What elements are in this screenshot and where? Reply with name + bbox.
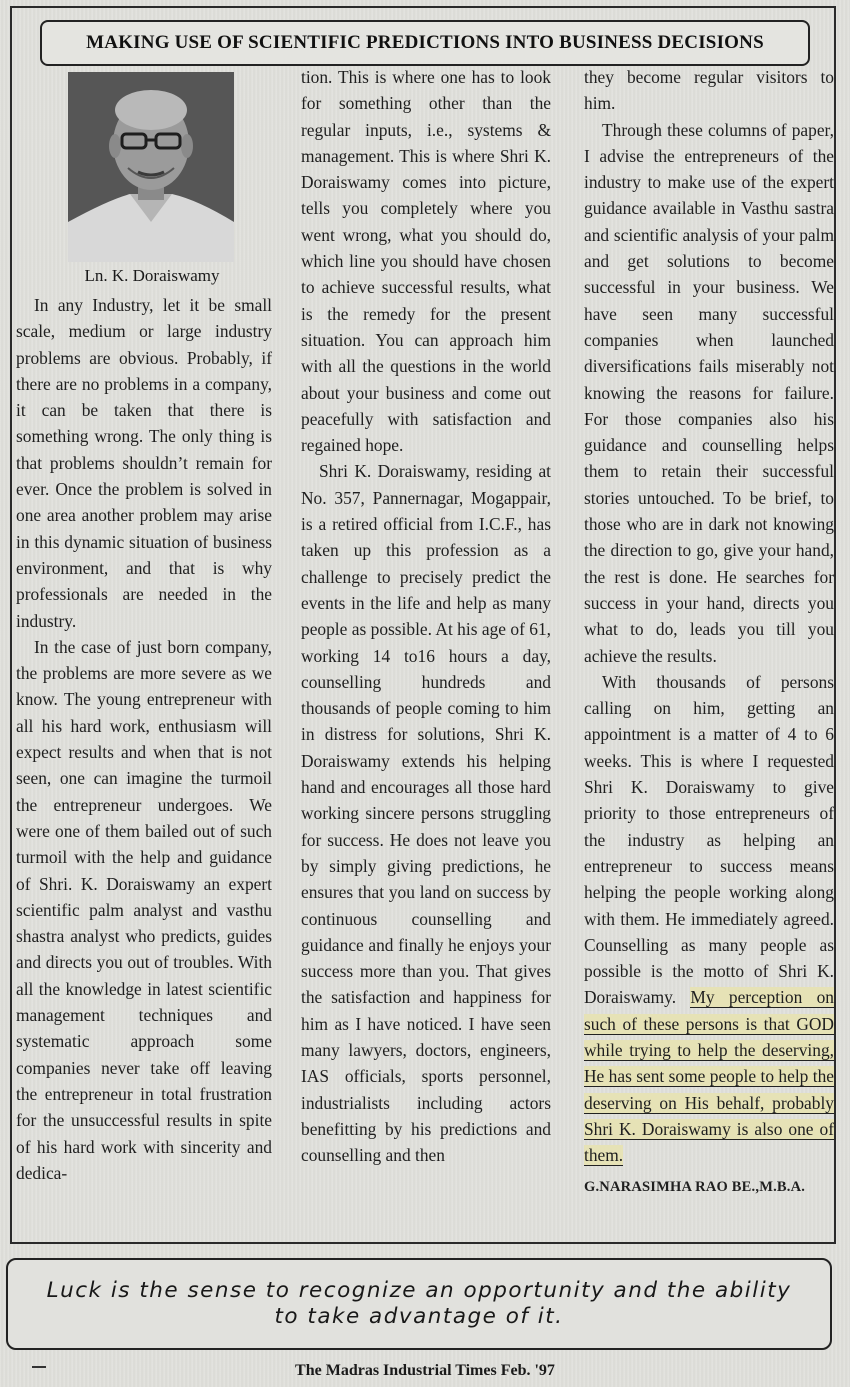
column-1 — [16, 292, 272, 1186]
article-headline: MAKING USE OF SCIENTIFIC PREDICTIONS INTO BUSINESS DECISIONS — [40, 20, 810, 66]
quote-text: Luck is the sense to recognize an opportunity and the ability to take advantage of it. — [46, 1278, 792, 1329]
paragraph-text: With thousands of persons calling on him, getting an appointment is a matter of 4 to 6 weeks. This is where I requested Shri K. Doraiswamy to give priority to those entrepreneurs of the industry as helping an entrepreneur to success means helping the people working along with them. He immediately agreed. Counselling as many people as possible is the motto of Shri K. Doraiswamy. — [584, 671, 834, 1008]
paragraph: In any Industry, let it be small scale, medium or large industry problems are obvious. Probably, if there are no problems in a company, it can be taken that there is something wrong. The only thing is that problems shouldn’t remain for ever. Once the problem is solved in one area another problem may arise in this dynamic situation of business environment, and that is why professionals are needed in the industry. — [16, 295, 272, 631]
author-byline: G.NARASIMHA RAO BE.,M.B.A. — [584, 1179, 806, 1196]
photo-caption: Ln. K. Doraiswamy — [84, 266, 220, 285]
column-3 — [584, 64, 834, 1201]
quote-box — [6, 1258, 832, 1350]
highlighted-passage: My perception on such of these persons is that GOD while trying to help the deserving, He has sent some people to help the deserving on His behalf, probably Shri K. Doraiswamy is also one of them. — [584, 987, 834, 1166]
column-2 — [301, 64, 551, 1168]
paragraph: Through these columns of paper, I advise the entrepreneurs of the industry to make use of the expert guidance available in Vasthu sastra and scientific analysis of your palm and get solutions to become successful in your business. We have seen many successful companies when launched diversifications fails miserably not knowing the reasons for failure. For those companies also his guidance and counselling helps them to retain their successful stories untouched. To be brief, to those who are in dark not knowing the direction to go, give your hand, the rest is done. He searches for success in your hand, directs you what to do, leads you till you achieve the results. — [584, 119, 834, 666]
publication-footer: The Madras Industrial Times Feb. '97 — [295, 1362, 555, 1379]
paragraph — [584, 669, 834, 1169]
paragraph: tion. This is where one has to look for something other than the regular inputs, i.e., systems & management. This is where Shri K. Doraiswamy comes into picture, tells you completely where you went wrong, what you should do, which line you should have chosen to achieve successful results, what is the remedy for the present situation. You can approach him with all the questions in the world about your business and come out peacefully with satisfaction and regained hope. — [301, 67, 551, 456]
paragraph: In the case of just born company, the problems are more severe as we know. The young entrepreneur with all his hard work, enthusiasm will expect results and when that is not seen, one can imagine the turmoil the entrepreneur undergoes. We were one of them bailed out of such turmoil with the help and guidance of Shri. K. Doraiswamy an expert scientific palm analyst and vasthu shastra analyst who predicts, guides and directs you out of troubles. With all the knowledge in latest scientific management techniques and systematic approach some companies never take off leaving the entrepreneur in total frustration for the unsuccessful results in spite of his hard work with sincerity and dedica- — [16, 636, 272, 1183]
portrait-photo — [68, 72, 234, 262]
portrait-icon — [68, 72, 234, 262]
paragraph: they become regular visitors to him. — [584, 67, 834, 114]
paragraph: Shri K. Doraiswamy, residing at No. 357, Pannernagar, Mogappair, is a retired official from I.C.F., has taken up this profession as a challenge to precisely predict the events in the life and help as many people as possible. At his age of 61, working 14 to16 hours a day, counselling hundreds and thousands of people coming to him in distress for solutions, Shri K. Doraiswamy extends his helping hand and encourages all those hard working sincere persons struggling for success. He does not leave you by simply giving predictions, he ensures that you land on success by continuous counselling and guidance and finally he enjoys your success more than you. That gives the satisfaction and happiness for him as I have noticed. I have seen many lawyers, doctors, engineers, IAS officials, sports personnel, industrialists including actors benefitting by his predictions and counselling and then — [301, 461, 551, 1166]
